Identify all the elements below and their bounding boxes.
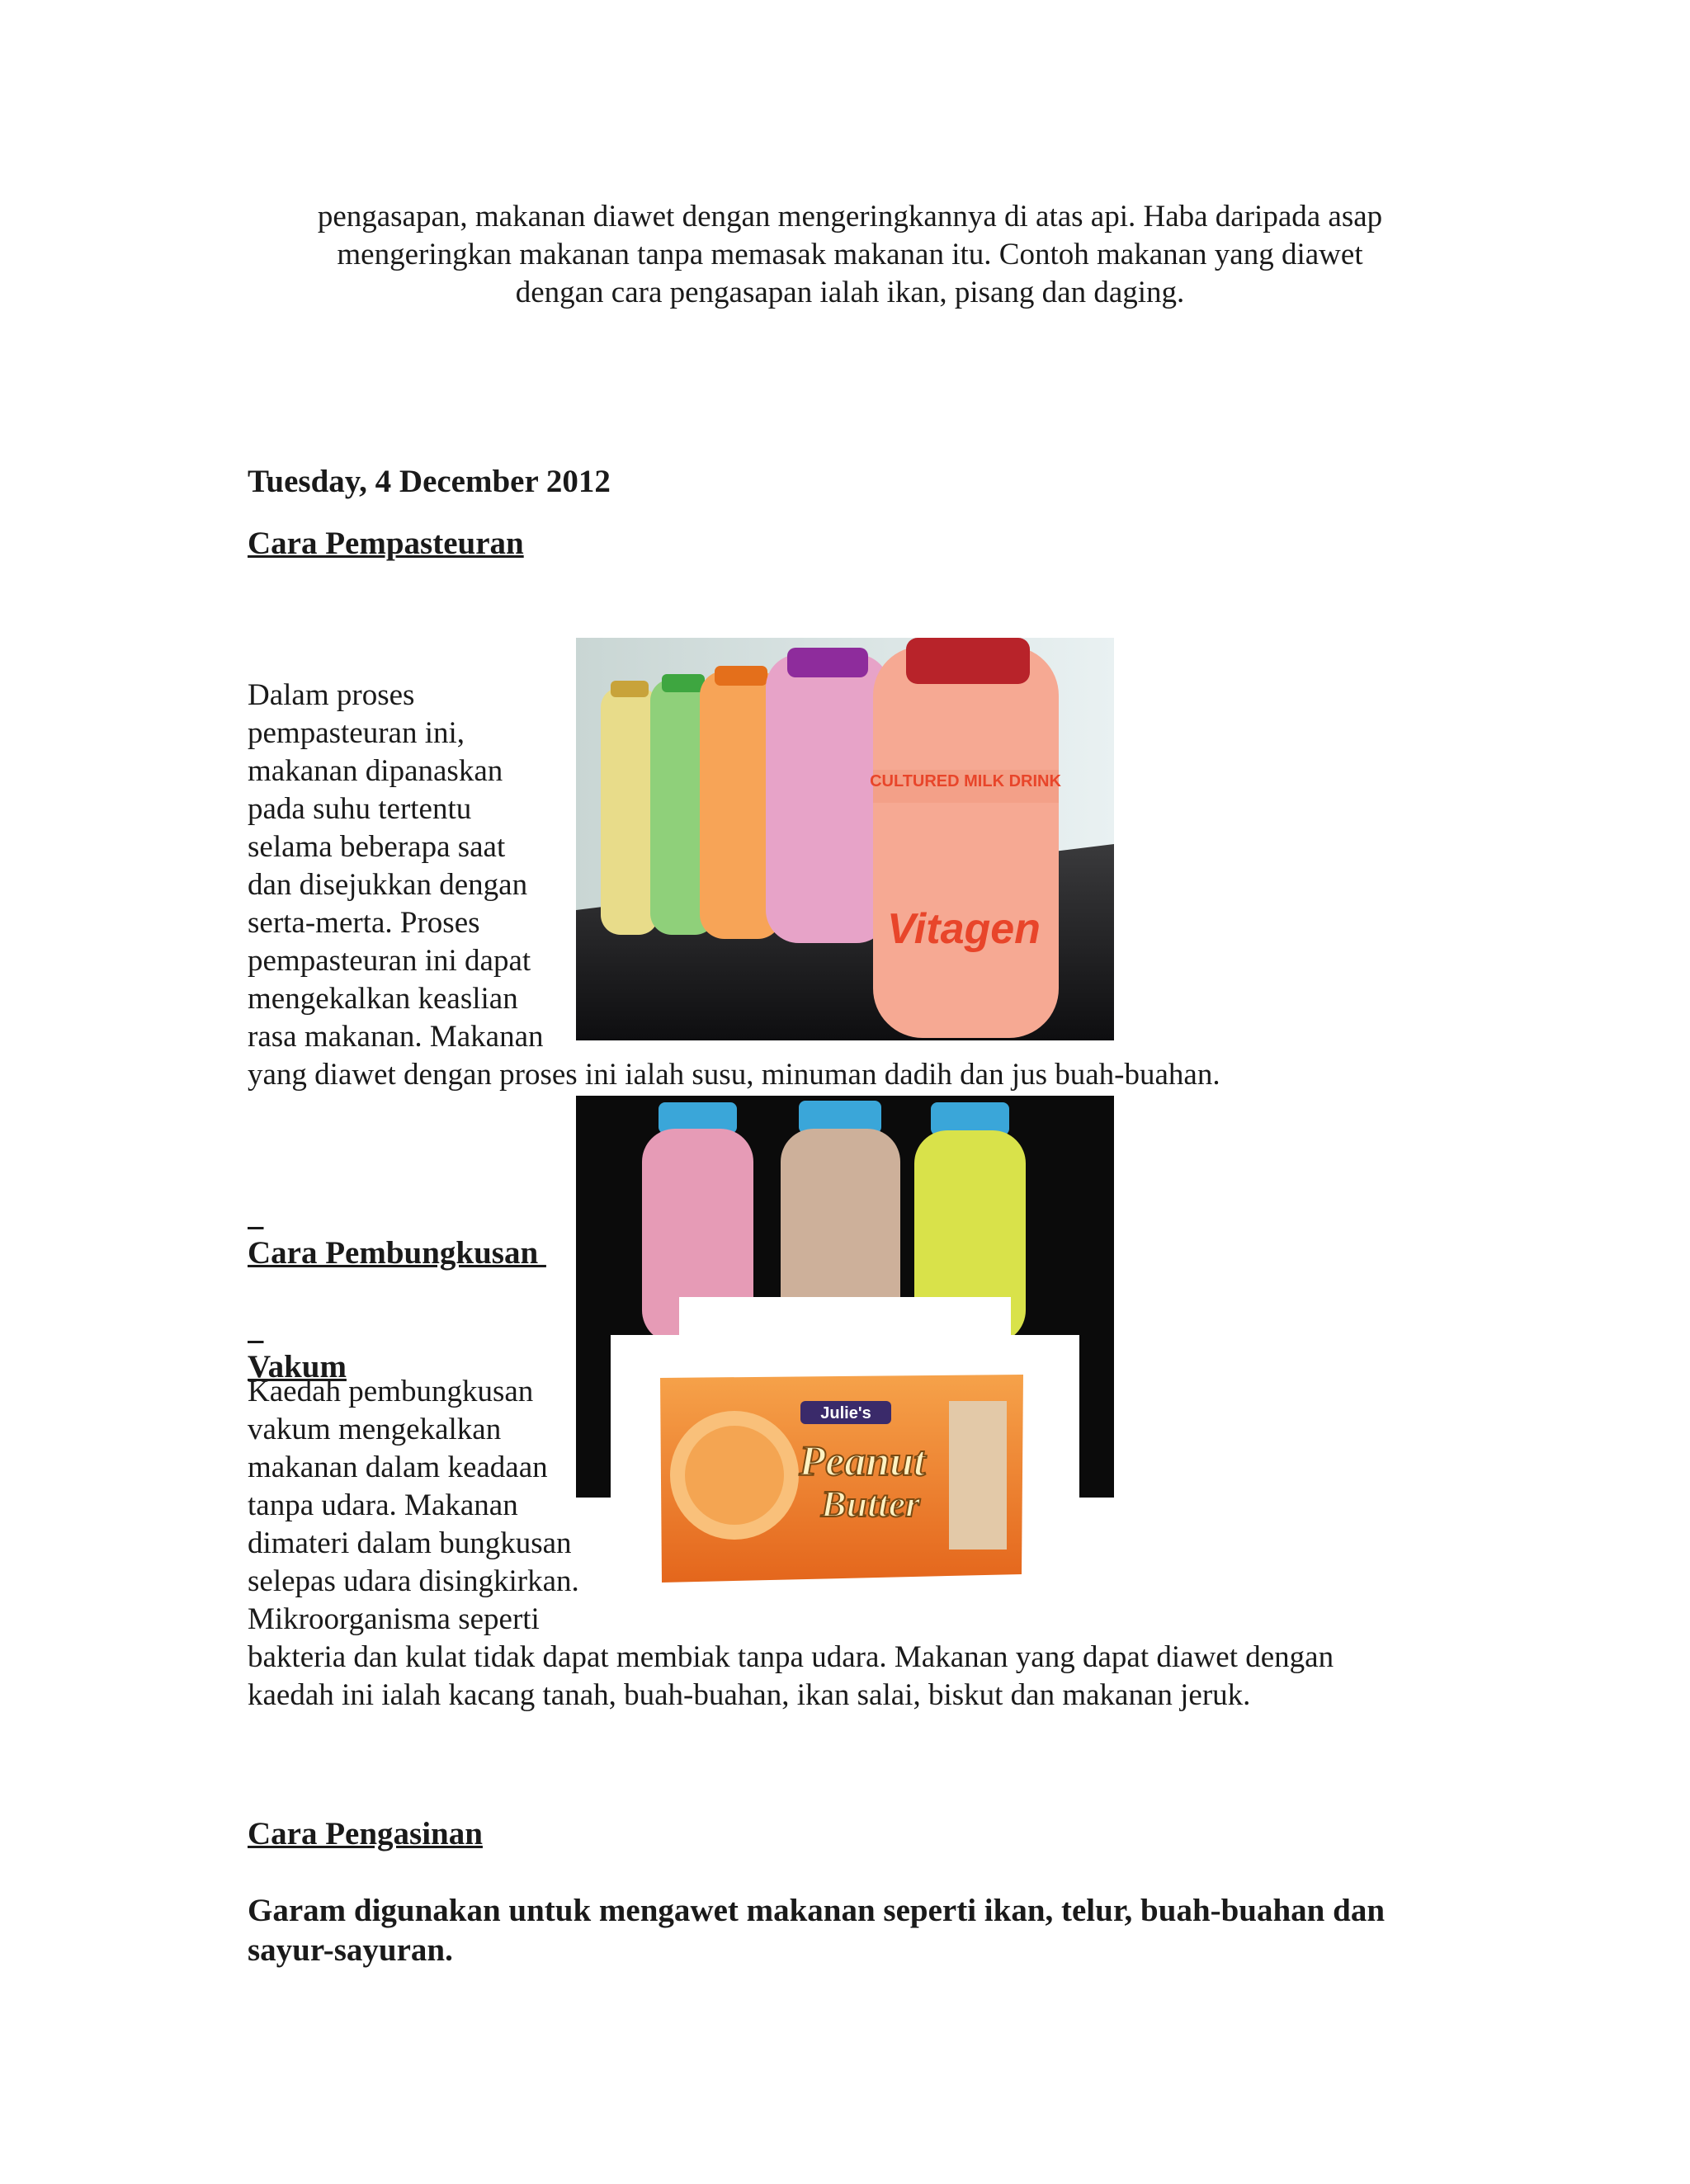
post-date: Tuesday, 4 December 2012 [248, 464, 611, 499]
pasteur-line: pempasteuran ini, [248, 716, 465, 750]
heading-line: Vakum [248, 1349, 347, 1384]
vakum-line: makanan dalam keadaan [248, 1450, 548, 1484]
pack-product-text: Peanut [799, 1438, 926, 1485]
pasteur-line: makanan dipanaskan [248, 754, 503, 788]
vakum-line: selepas udara disingkirkan. [248, 1564, 579, 1598]
pengasinan-line: sayur-sayuran. [248, 1932, 453, 1968]
pack-product-text-2: Butter [820, 1483, 921, 1525]
pasteur-line: mengekalkan keaslian [248, 982, 518, 1016]
heading-line: Cara Pembungkusan [248, 1235, 546, 1271]
pengasinan-line: Garam digunakan untuk mengawet makanan seperti ikan, telur, buah-buahan dan [248, 1893, 1386, 1928]
pengasinan-paragraph [248, 1891, 1385, 1970]
pasteur-final-line: yang diawet dengan proses ini ialah susu, minuman dadih dan jus buah-buahan. [248, 1058, 1220, 1092]
intro-line: dengan cara pengasapan ialah ikan, pisang dan daging. [515, 276, 1185, 309]
pasteur-line: pada suhu tertentu [248, 792, 472, 826]
pasteur-line: Dalam proses [248, 678, 415, 712]
yogurt-bottles-image [576, 638, 1114, 1040]
pack-brand-text: Julie's [820, 1404, 871, 1422]
vakum-final-paragraph [248, 1639, 1334, 1715]
peanut-butter-biscuit-image [611, 1335, 1079, 1620]
intro-paragraph [248, 198, 1452, 312]
pasteur-line: selama beberapa saat [248, 830, 506, 864]
bottle-label-text: CULTURED MILK DRINK [870, 772, 1061, 790]
pasteur-line: pempasteuran ini dapat [248, 944, 531, 978]
vakum-line: vakum mengekalkan [248, 1413, 502, 1446]
vakum-paragraph [248, 1373, 611, 1639]
vakum-line: tanpa udara. Makanan [248, 1488, 518, 1522]
vakum-line: Kaedah pembungkusan [248, 1375, 534, 1408]
pasteur-line: dan disejukkan dengan [248, 868, 528, 902]
intro-line: mengeringkan makanan tanpa memasak makanan itu. Contoh makanan yang diawet [337, 238, 1363, 271]
heading-pengasinan: Cara Pengasinan [248, 1816, 483, 1851]
pasteur-paragraph [248, 677, 578, 1056]
pasteur-line: rasa makanan. Makanan [248, 1020, 544, 1054]
pasteur-line: serta-merta. Proses [248, 906, 480, 940]
vakum-line: dimateri dalam bungkusan [248, 1526, 572, 1560]
vakum-final-line: bakteria dan kulat tidak dapat membiak tanpa udara. Makanan yang dapat diawet dengan [248, 1640, 1334, 1674]
intro-line: pengasapan, makanan diawet dengan mengeringkannya di atas api. Haba daripada asap [317, 200, 1383, 233]
vakum-final-line: kaedah ini ialah kacang tanah, buah-buahan, ikan salai, biskut dan makanan jeruk. [248, 1678, 1251, 1712]
heading-pempasteuran: Cara Pempasteuran [248, 526, 524, 561]
bottle-brand-text: Vitagen [887, 905, 1041, 953]
vakum-line: Mikroorganisma seperti [248, 1602, 540, 1636]
